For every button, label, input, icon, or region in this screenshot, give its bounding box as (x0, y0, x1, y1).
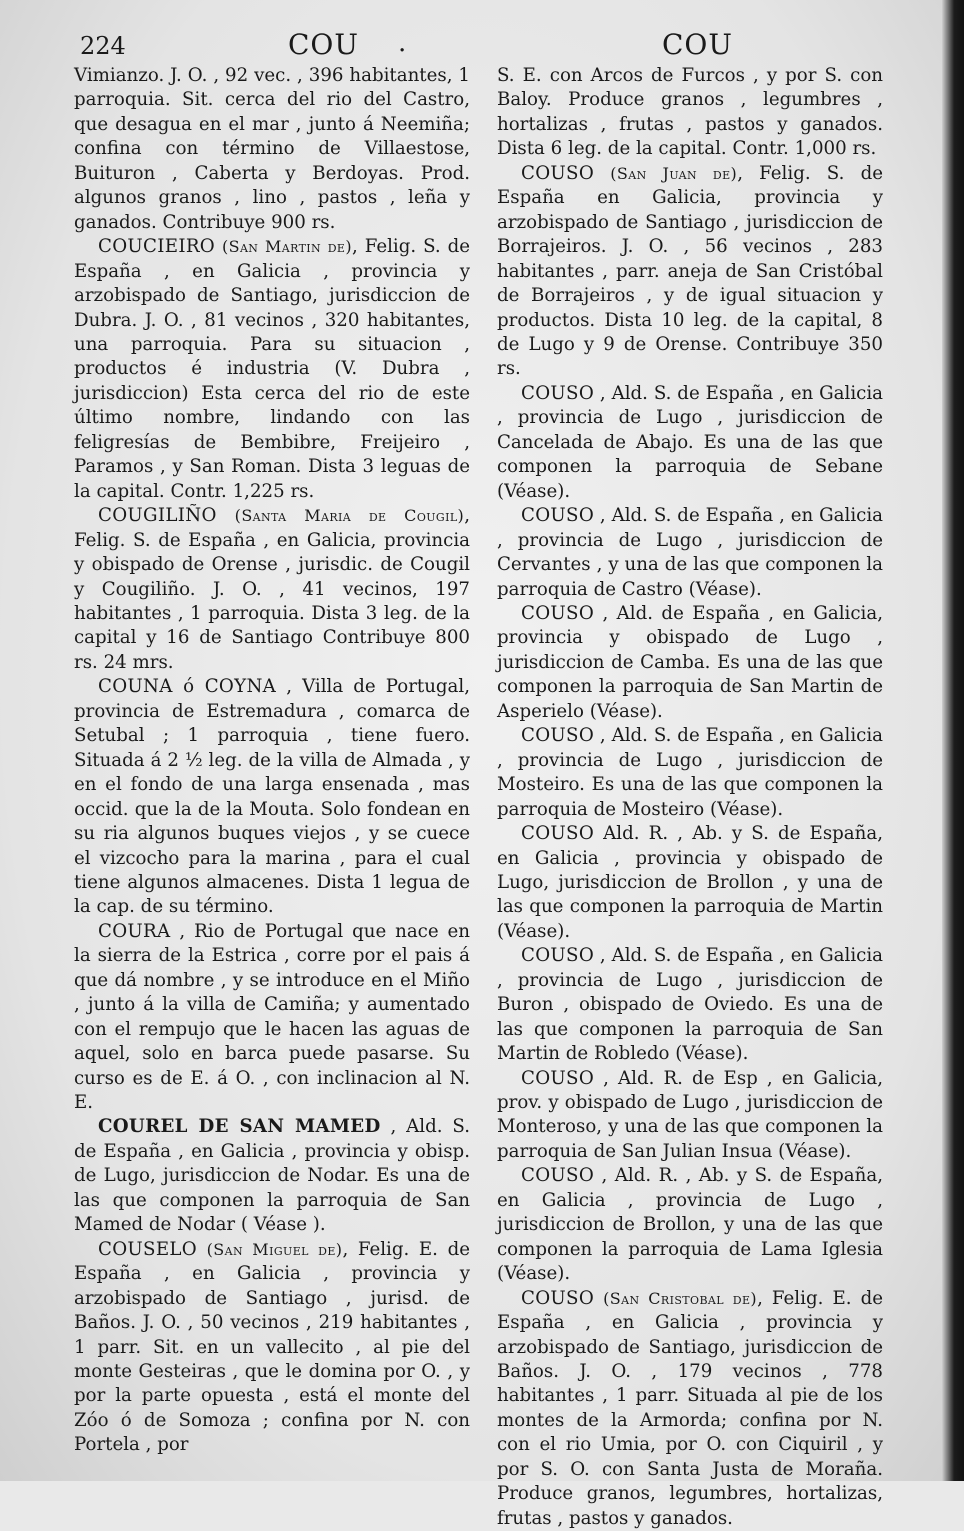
entry-body: , Ald. S. de España , en Galicia , provincia de Lugo , jurisdiccion de Cervantes , y una de las que componen la parroquia de Castro (Véase). (497, 505, 883, 600)
dictionary-entry (74, 675, 470, 920)
entry-body: , Felig. S. de España en Galicia, provincia y arzobispado de Santiago , jurisdiccion de Borrajeiros. J. O. , 56 vecinos , 283 habitantes , parr. aneja de San Cristóbal de Borrajeiros , y de igual situacion y productos. Dista 10 leg. de la capital, 8 de Lugo y 9 de Orense. Contribuye 350 rs. (497, 162, 883, 380)
dictionary-entry (497, 944, 883, 1066)
dictionary-entry (74, 1238, 470, 1458)
entry-body: , Felig. E. de España , en Galicia , provincia y arzobispado de Santiago, jurisdiccion de Baños. J. O. , 179 vecinos , 778 habitantes , 1 parr. Situada al pie de los montes de la Armorda; confina por N. con el rio Umia, por O. con Ciquiril , y por S. O. con Santa Justa de Moraña. Produce granos, legumbres, hortalizas, frutas , pastos y ganados. (497, 1287, 883, 1529)
entry-body: , Ald. S. de España , en Galicia , provincia de Lugo , jurisdiccion de Buron , obispado de Oviedo. Es una de las que componen la parroquia de San Martin de Robledo (Véase). (497, 945, 883, 1065)
right-running-title: COU (662, 28, 733, 61)
right-column (497, 64, 883, 1531)
dictionary-entry (74, 504, 470, 675)
entry-body: , Ald. R. de Esp , en Galicia, prov. y obispado de Lugo , jurisdiccion de Monteroso, y una de las que componen la parroquia de San Julian Insua (Véase). (497, 1067, 883, 1162)
entry-headword: COUSO (521, 505, 595, 527)
page-edge-shadow (942, 0, 964, 1481)
entry-headword: COUSO (521, 162, 595, 184)
entry-headword: COUNA ó COYNA (98, 676, 277, 698)
entry-body: , Ald. S. de España , en Galicia , provincia de Lugo , jurisdiccion de Mosteiro. Es una de las que componen la parroquia de Mosteiro (Véase). (497, 725, 883, 820)
entry-body: , Ald. S. de España , en Galicia , provincia y obisp. de Lugo, jurisdiccion de Nodar. Es una de las que componen la parroquia de San Mamed de Nodar ( Véase ). (74, 1116, 470, 1236)
entry-body: , Ald. R. , Ab. y S. de España, en Galicia , provincia de Lugo , jurisdiccion de Brollon, y una de las que componen la parroquia de Lama Iglesia (Véase). (497, 1165, 883, 1285)
left-column (74, 64, 470, 1458)
entry-headword: COUSO (521, 1067, 595, 1089)
entry-headword: COUSO (521, 1165, 595, 1187)
entry-body: , Ald. de España , en Galicia, provincia y obispado de Lugo , jurisdiccion de Camba. Es una de las que componen la parroquia de San Martin de Asperielo (Véase). (497, 602, 883, 722)
entry-body: Ald. R. , Ab. y S. de España, en Galicia , provincia y obispado de Lugo, jurisdiccion de Brollon , y una de las que componen la parroquia de Martin (Véase). (497, 823, 883, 942)
entry-body: , Felig. S. de España , en Galicia, provincia y obispado de Orense , jurisdic. de Cougil y Cougiliño. J. O. , 41 vecinos, 197 habitantes , 1 parroquia. Dista 3 leg. de la capital y 16 de Santiago Contribuye 800 rs. 24 mrs. (74, 505, 470, 673)
entry-headword: COUSO (521, 725, 595, 747)
dictionary-entry (497, 382, 883, 504)
dictionary-entry (497, 1164, 883, 1286)
page-number: 224 (80, 32, 126, 60)
header-separator: . (398, 28, 407, 58)
entry-headword: COUSO (521, 382, 595, 404)
entry-patron-title: (San Martin de) (221, 237, 352, 257)
left-running-title: COU (288, 28, 359, 61)
entry-headword: COUSO (521, 823, 595, 845)
entry-body: , Felig. E. de España , en Galicia , provincia y arzobispado de Santiago , jurisd. de Baños. J. O. , 50 vecinos , 219 habitantes , 1 parr. Sit. en un vallecito , al pie del monte Gesteiras , que le domina por O. , y por la parte opuesta , está el monte del Zóo ó de Somoza ; confina por N. con Portela , por (74, 1238, 470, 1456)
dictionary-entry (497, 504, 883, 602)
entry-patron-title: (Santa Maria de Cougil) (234, 506, 465, 526)
dictionary-entry (497, 1067, 883, 1165)
dictionary-entry (74, 64, 470, 235)
entry-body: , Felig. S. de España , en Galicia , provincia y arzobispado de Santiago, jurisdiccion de Dubra. J. O. , 81 vecinos , 320 habitantes, una parroquia. Para su situacion , productos é industria (V. Dubra , jurisdiccion) Esta cerca del rio de este último nombre, lindando con las feligresías de Bembibre, Freijeiro , Paramos , y San Roman. Dista 3 leguas de la capital. Contr. 1,225 rs. (74, 236, 470, 502)
entry-patron-title: (San Miguel de) (206, 1239, 343, 1259)
dictionary-entry (74, 1115, 470, 1237)
entry-headword: COUGILIÑO (98, 505, 217, 527)
entry-patron-title: (San Juan de) (610, 163, 738, 183)
entry-body: Vimianzo. J. O. , 92 vec. , 396 habitantes, 1 parroquia. Sit. cerca del rio del Castro, que desagua en el mar , junto á Neemiña; confina con término de Villaestose, Buituron , Caberta y Berdoyas. Prod. algunos granos , lino , pastos , leña y ganados. Contribuye 900 rs. (74, 65, 470, 233)
dictionary-entry (497, 822, 883, 944)
dictionary-entry (74, 235, 470, 504)
dictionary-entry (497, 602, 883, 724)
entry-headword: COUREL DE SAN MAMED (98, 1116, 381, 1138)
entry-headword: COUSELO (98, 1238, 197, 1260)
entry-headword: COUCIEIRO (98, 236, 216, 258)
dictionary-entry (497, 64, 883, 162)
entry-body: , Villa de Portugal, provincia de Estremadura , comarca de Setubal ; 1 parroquia , tiene fuero. Situada á 2 ½ leg. de la villa de Almada , y en el fondo de una larga ensenada , mas occid. que la de la Mouta. Solo fondean en su ria algunos buques viejos , y se cuece el vizcocho para la marina , para el cual tiene algunos almacenes. Dista 1 legua de la cap. de su término. (74, 676, 470, 918)
entry-patron-title: (San Cristobal de) (603, 1288, 758, 1308)
entry-body: , Rio de Portugal que nace en la sierra de la Estrica , corre por el pais á que dá nombre , y se introduce en el Miño , junto á la villa de Camiña; y aumentado con el rempujo que le hacen las aguas de aquel, solo en barca puede pasarse. Su curso es de E. á O. , con inclinacion al N. E. (74, 920, 470, 1114)
entry-headword: COUSO (521, 602, 595, 624)
entry-body: , Ald. S. de España , en Galicia , provincia de Lugo , jurisdiccion de Cancelada de Abajo. Es una de las que componen la parroquia de Sebane (Véase). (497, 382, 883, 502)
entry-body: S. E. con Arcos de Furcos , y por S. con Baloy. Produce granos , legumbres , hortalizas , frutas , pastos y ganados. Dista 6 leg. de la capital. Contr. 1,000 rs. (497, 65, 883, 160)
entry-headword: COURA (98, 920, 171, 942)
dictionary-entry (74, 920, 470, 1116)
running-header (80, 26, 900, 66)
dictionary-entry (497, 1287, 883, 1531)
entry-headword: COUSO (521, 945, 595, 967)
dictionary-entry (497, 724, 883, 822)
entry-headword: COUSO (521, 1287, 595, 1309)
dictionary-entry (497, 162, 883, 382)
